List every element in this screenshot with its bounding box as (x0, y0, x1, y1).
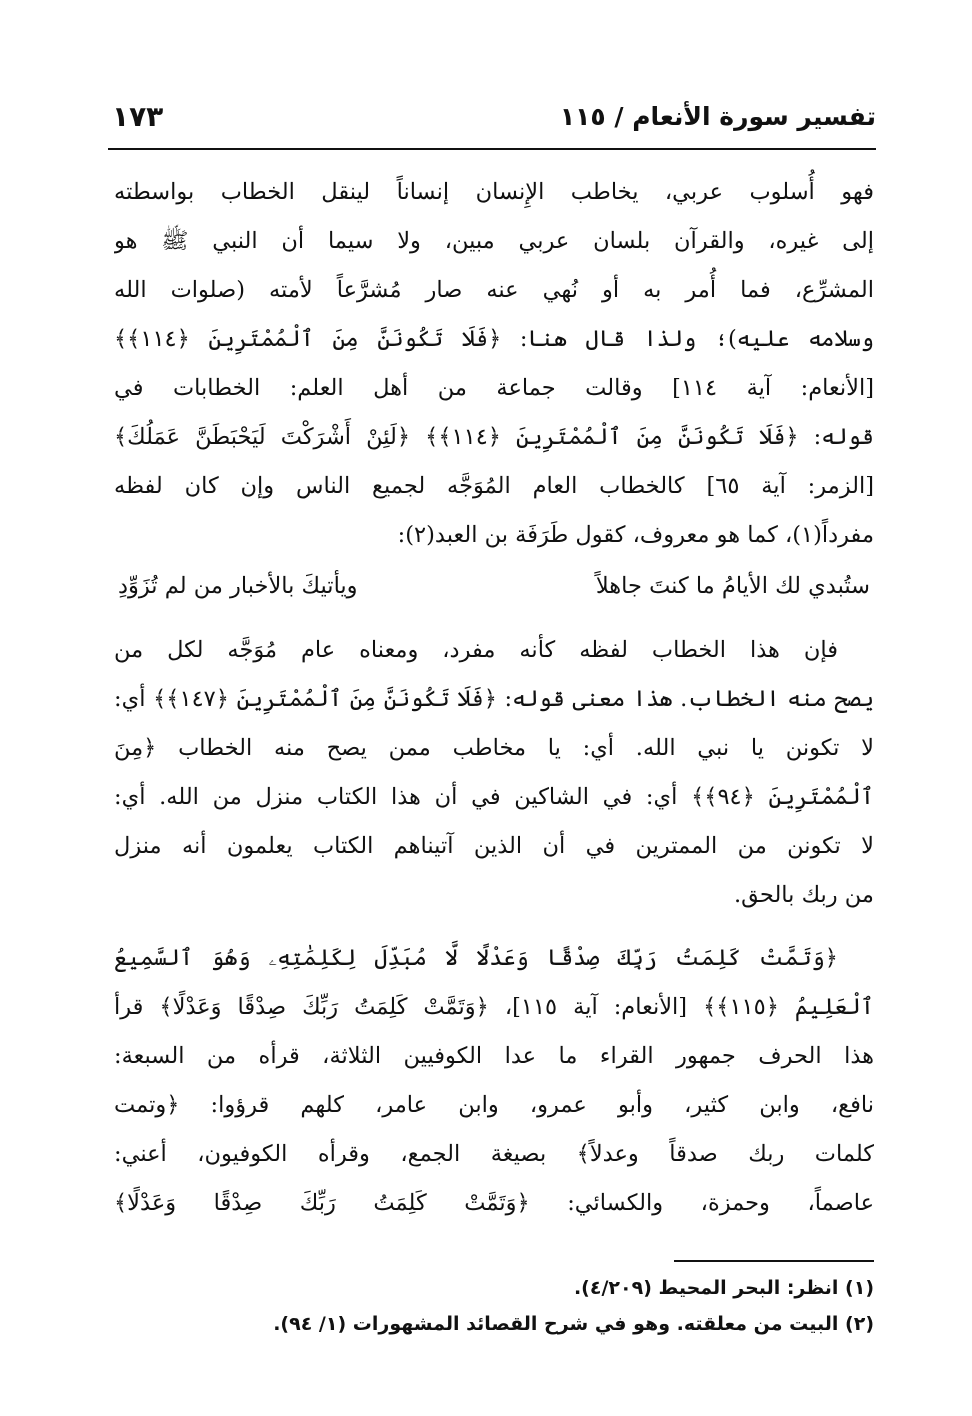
body-text (114, 168, 874, 1228)
text-line: لا تكونن يا نبي الله. أي: يا مخاطب ممن يصح منه الخطاب ﴿مِنَ (114, 735, 874, 761)
text-line: كلمات ربك صدقاً وعدلاً﴾ بصيغة الجمع، وقرأه الكوفيون، أعني: (114, 1141, 874, 1167)
text-line: فهو أُسلوب عربي، يخاطب الإِنسان إنساناً لينقل الخطاب بواسطته (114, 179, 874, 205)
text-line: وسلامه عليه)؛ ولذا قال هنا: ﴿فَلَا تَكُونَنَّ مِنَ ٱلْمُمْتَرِينَ ﴿١١٤﴾﴾ (114, 326, 874, 352)
footnote-1: (١) انظر: البحر المحيط (٤/٢٠٩). (573, 1277, 874, 1299)
text-line: ٱلْعَلِيمُ ﴿١١٥﴾﴾ [الأنعام: آية ١١٥]، ﴿وَتَمَّتْ كَلِمَتُ رَبِّكَ صِدْقًا وَعَدْلًا﴾ قرأ (114, 994, 874, 1020)
text-line: فإن هذا الخطاب لفظه كأنه مفرد، ومعناه عام مُوَجَّه لكل من (114, 637, 838, 663)
text-line: [الأنعام: آية ١١٤] وقالت جماعة من أهل العلم: الخطابات في (114, 375, 874, 401)
page-number: ١٧٣ (112, 100, 164, 133)
text-line: إلى غيره، والقرآن بلسان عربي مبين، ولا سيما أن النبي ﷺ هو (114, 228, 874, 254)
text-line: نافع، وابن كثير، وأبو عمرو، وابن عامر، كلهم قرؤوا: ﴿وتمت (114, 1092, 874, 1118)
page-header (108, 100, 876, 150)
text-line: من ربك بالحق. (734, 882, 874, 908)
poem-hemistich-left: ويأتيكَ بالأخبار من لم تُزَوِّدِ (118, 573, 358, 599)
text-line: يصح منه الخطاب. هذا معنى قوله: ﴿فَلَا تَكُونَنَّ مِنَ ٱلْمُمْتَرِينَ ﴿١٤٧﴾﴾ أي: (114, 686, 874, 712)
text-line: ﴿وَتَمَّتْ كَلِمَتُ رَبِّكَ صِدْقًا وَعَدْلًا لَّا مُبَدِّلَ لِكَلِمَٰتِهِۦ وَهُوَ ٱلسَّمِيعُ (114, 945, 838, 971)
text-line: لا تكونن من الممترين في أن الذين آتيناهم الكتاب يعلمون أنه منزل (114, 833, 874, 859)
footnote-2: (٢) البيت من معلقته. وهو في شرح القصائد المشهورات (١/ ٩٤). (273, 1313, 874, 1335)
text-line: [الزمر: آية ٦٥] كالخطاب العام المُوَجَّه لجميع الناس وإن كان لفظه (114, 473, 874, 499)
text-line: مفرداً(١)، كما هو معروف، كقول طَرَفَة بن العبد(٢): (397, 522, 874, 548)
footnote-divider (674, 1260, 874, 1262)
text-line: ٱلْمُمْتَرِينَ ﴿٩٤﴾﴾ أي: في الشاكين في أن هذا الكتاب منزل من الله. أي: (114, 784, 874, 810)
text-line: هذا الحرف جمهور القراء ما عدا الكوفيين الثلاثة، قرأه من السبعة: (114, 1043, 874, 1069)
footnotes (114, 1270, 874, 1342)
running-title: تفسير سورة الأنعام / ١١٥ (559, 102, 876, 131)
poem-verse (114, 560, 874, 612)
poem-hemistich-right: ستُبدي لك الأيامُ ما كنتَ جاهلاً (595, 573, 870, 599)
text-line: المشرِّع، فما أُمر به أو نُهي عنه صار مُشرَّعاً لأمته (صلوات الله (114, 277, 874, 303)
text-line: عاصماً، وحمزة، والكسائي: ﴿وَتَمَّتْ كَلِمَتُ رَبِّكَ صِدْقًا وَعَدْلًا﴾ (114, 1190, 874, 1216)
text-line: قوله: ﴿فَلَا تَكُونَنَّ مِنَ ٱلْمُمْتَرِينَ ﴿١١٤﴾﴾ ﴿لَئِنْ أَشْرَكْتَ لَيَحْبَطَنَّ عَمَلُكَ﴾ (114, 424, 874, 450)
